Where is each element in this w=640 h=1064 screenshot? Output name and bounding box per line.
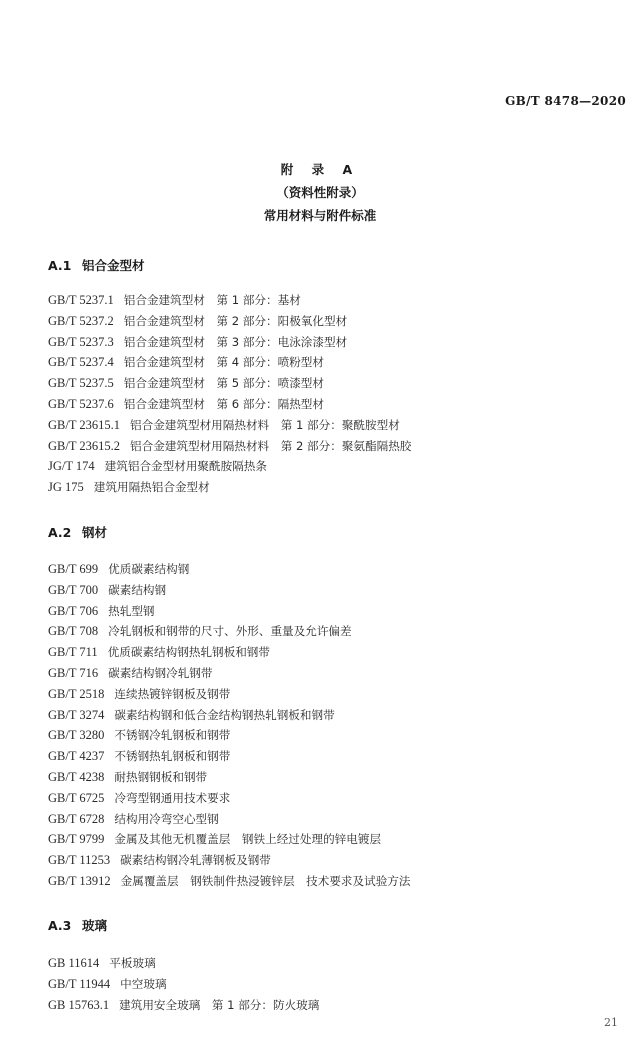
standard-title: 碳素结构钢冷轧钢带 [108,665,213,680]
section-heading-a1 [48,256,145,274]
standard-title: 碳素结构钢 [108,582,167,597]
standard-code: GB/T 5237.1 [48,293,114,307]
list-item [48,684,410,705]
standard-title: 铝合金建筑型材 第 5 部分：喷漆型材 [123,376,324,391]
standard-title: 铝合金建筑型材 第 6 部分：隔热型材 [123,396,324,411]
standard-title: 金属覆盖层 钢铁制件热浸镀锌层 技术要求及试验方法 [120,873,411,888]
standard-code: GB/T 5237.5 [48,376,114,391]
standard-code: GB/T 706 [48,603,99,618]
list-item [48,580,410,601]
standard-title: 铝合金建筑型材用隔热材料 第 2 部分：聚氨酯隔热胶 [130,438,412,453]
standard-code: GB/T 6728 [48,811,105,826]
list-item [48,456,411,477]
standard-code: GB/T 5237.6 [48,396,114,411]
standard-code: GB/T 5237.3 [48,334,114,349]
standard-title: 建筑铝合金型材用聚酰胺隔热条 [104,459,267,474]
standard-code: GB/T 23615.2 [48,438,120,453]
list-item [48,995,319,1016]
list-item [48,871,410,892]
standard-code: GB/T 699 [48,562,99,576]
standard-title: 碳素结构钢冷轧薄钢板及钢带 [120,853,271,868]
standard-code: JG 175 [48,480,84,495]
standard-code: GB 15763.1 [48,997,110,1012]
list-item [48,394,411,415]
standard-code: GB/T 11253 [48,853,111,868]
standard-title: 耐热钢钢板和钢带 [114,769,208,784]
standard-code: GB/T 6725 [48,790,105,805]
standard-title: 碳素结构钢和低合金结构钢热轧钢板和钢带 [114,707,335,722]
standards-list-glass [48,953,319,1015]
section-title: 钢材 [82,525,108,540]
section-heading-a2 [48,523,107,541]
list-item [48,373,411,394]
list-item [48,767,410,788]
section-number: A.1 [48,258,72,273]
standard-code: GB/T 5237.2 [48,313,114,328]
standard-code: GB/T 716 [48,665,99,680]
standard-code: GB/T 5237.4 [48,355,114,370]
appendix-type: （资料性附录） [276,185,364,200]
section-number: A.2 [48,525,72,540]
standard-code: GB/T 9799 [48,832,105,847]
list-item [48,642,410,663]
list-item [48,953,319,974]
standard-title: 不锈钢冷轧钢板和钢带 [114,728,231,743]
standards-list-aluminum [48,290,411,498]
list-item [48,621,410,642]
appendix-title: 附 录 A [280,162,360,177]
list-item [48,311,411,332]
list-item [48,415,411,436]
standard-code: GB/T 4237 [48,749,105,764]
standard-title: 铝合金建筑型材 第 2 部分：阳极氧化型材 [123,313,348,328]
standard-code: GB/T 700 [48,582,99,597]
list-item [48,829,410,850]
section-title: 铝合金型材 [82,258,145,273]
standard-title: 金属及其他无机覆盖层 钢铁上经过处理的锌电镀层 [114,832,382,847]
standard-code: GB/T 11944 [48,976,111,991]
standard-code: GB/T 13912 [48,873,111,888]
standard-code: JG/T 174 [48,459,95,474]
list-item [48,601,410,622]
standard-title: 优质碳素结构钢 [108,562,190,576]
standard-code: GB/T 3280 [48,728,105,743]
standard-title: 中空玻璃 [120,976,167,991]
standard-title: 冷弯型钢通用技术要求 [114,790,231,805]
standard-title: 平板玻璃 [109,956,156,970]
list-item [48,746,410,767]
standard-code: GB 11614 [48,956,100,970]
standard-title: 结构用冷弯空心型钢 [114,811,219,826]
page-number: 21 [604,1016,618,1029]
standard-title: 铝合金建筑型材用隔热材料 第 1 部分：聚酰胺型材 [130,417,400,432]
standard-title: 铝合金建筑型材 第 3 部分：电泳涂漆型材 [123,334,348,349]
section-number: A.3 [48,918,72,933]
standard-code: GB/T 708 [48,624,99,639]
list-item [48,974,319,995]
standard-title: 冷轧钢板和钢带的尺寸、外形、重量及允许偏差 [108,624,352,639]
list-item [48,477,411,498]
list-item [48,559,410,580]
standard-code: GB/T 3274 [48,707,105,722]
list-item [48,809,410,830]
standard-title: 铝合金建筑型材 第 1 部分：基材 [123,293,301,307]
list-item [48,788,410,809]
document-code-header: GB/T 8478—2020 [505,94,626,108]
standard-title: 建筑用安全玻璃 第 1 部分：防火玻璃 [119,997,320,1012]
standard-code: GB/T 23615.1 [48,417,120,432]
standard-code: GB/T 711 [48,645,98,660]
standards-list-steel [48,559,410,892]
list-item [48,725,410,746]
list-item [48,290,411,311]
appendix-subject: 常用材料与附件标准 [263,208,377,223]
section-title: 玻璃 [82,918,108,933]
standard-title: 不锈钢热轧钢板和钢带 [114,749,231,764]
standard-title: 热轧型钢 [108,603,155,618]
standard-title: 优质碳素结构钢热轧钢板和钢带 [107,645,270,660]
section-heading-a3 [48,916,107,934]
list-item [48,663,410,684]
list-item [48,850,410,871]
list-item [48,705,410,726]
standard-title: 建筑用隔热铝合金型材 [93,480,210,495]
standard-code: GB/T 2518 [48,686,105,701]
standard-title: 连续热镀锌钢板及钢带 [114,686,231,701]
list-item [48,332,411,353]
list-item [48,436,411,457]
standard-code: GB/T 4238 [48,769,105,784]
standard-title: 铝合金建筑型材 第 4 部分：喷粉型材 [123,355,324,370]
list-item [48,352,411,373]
